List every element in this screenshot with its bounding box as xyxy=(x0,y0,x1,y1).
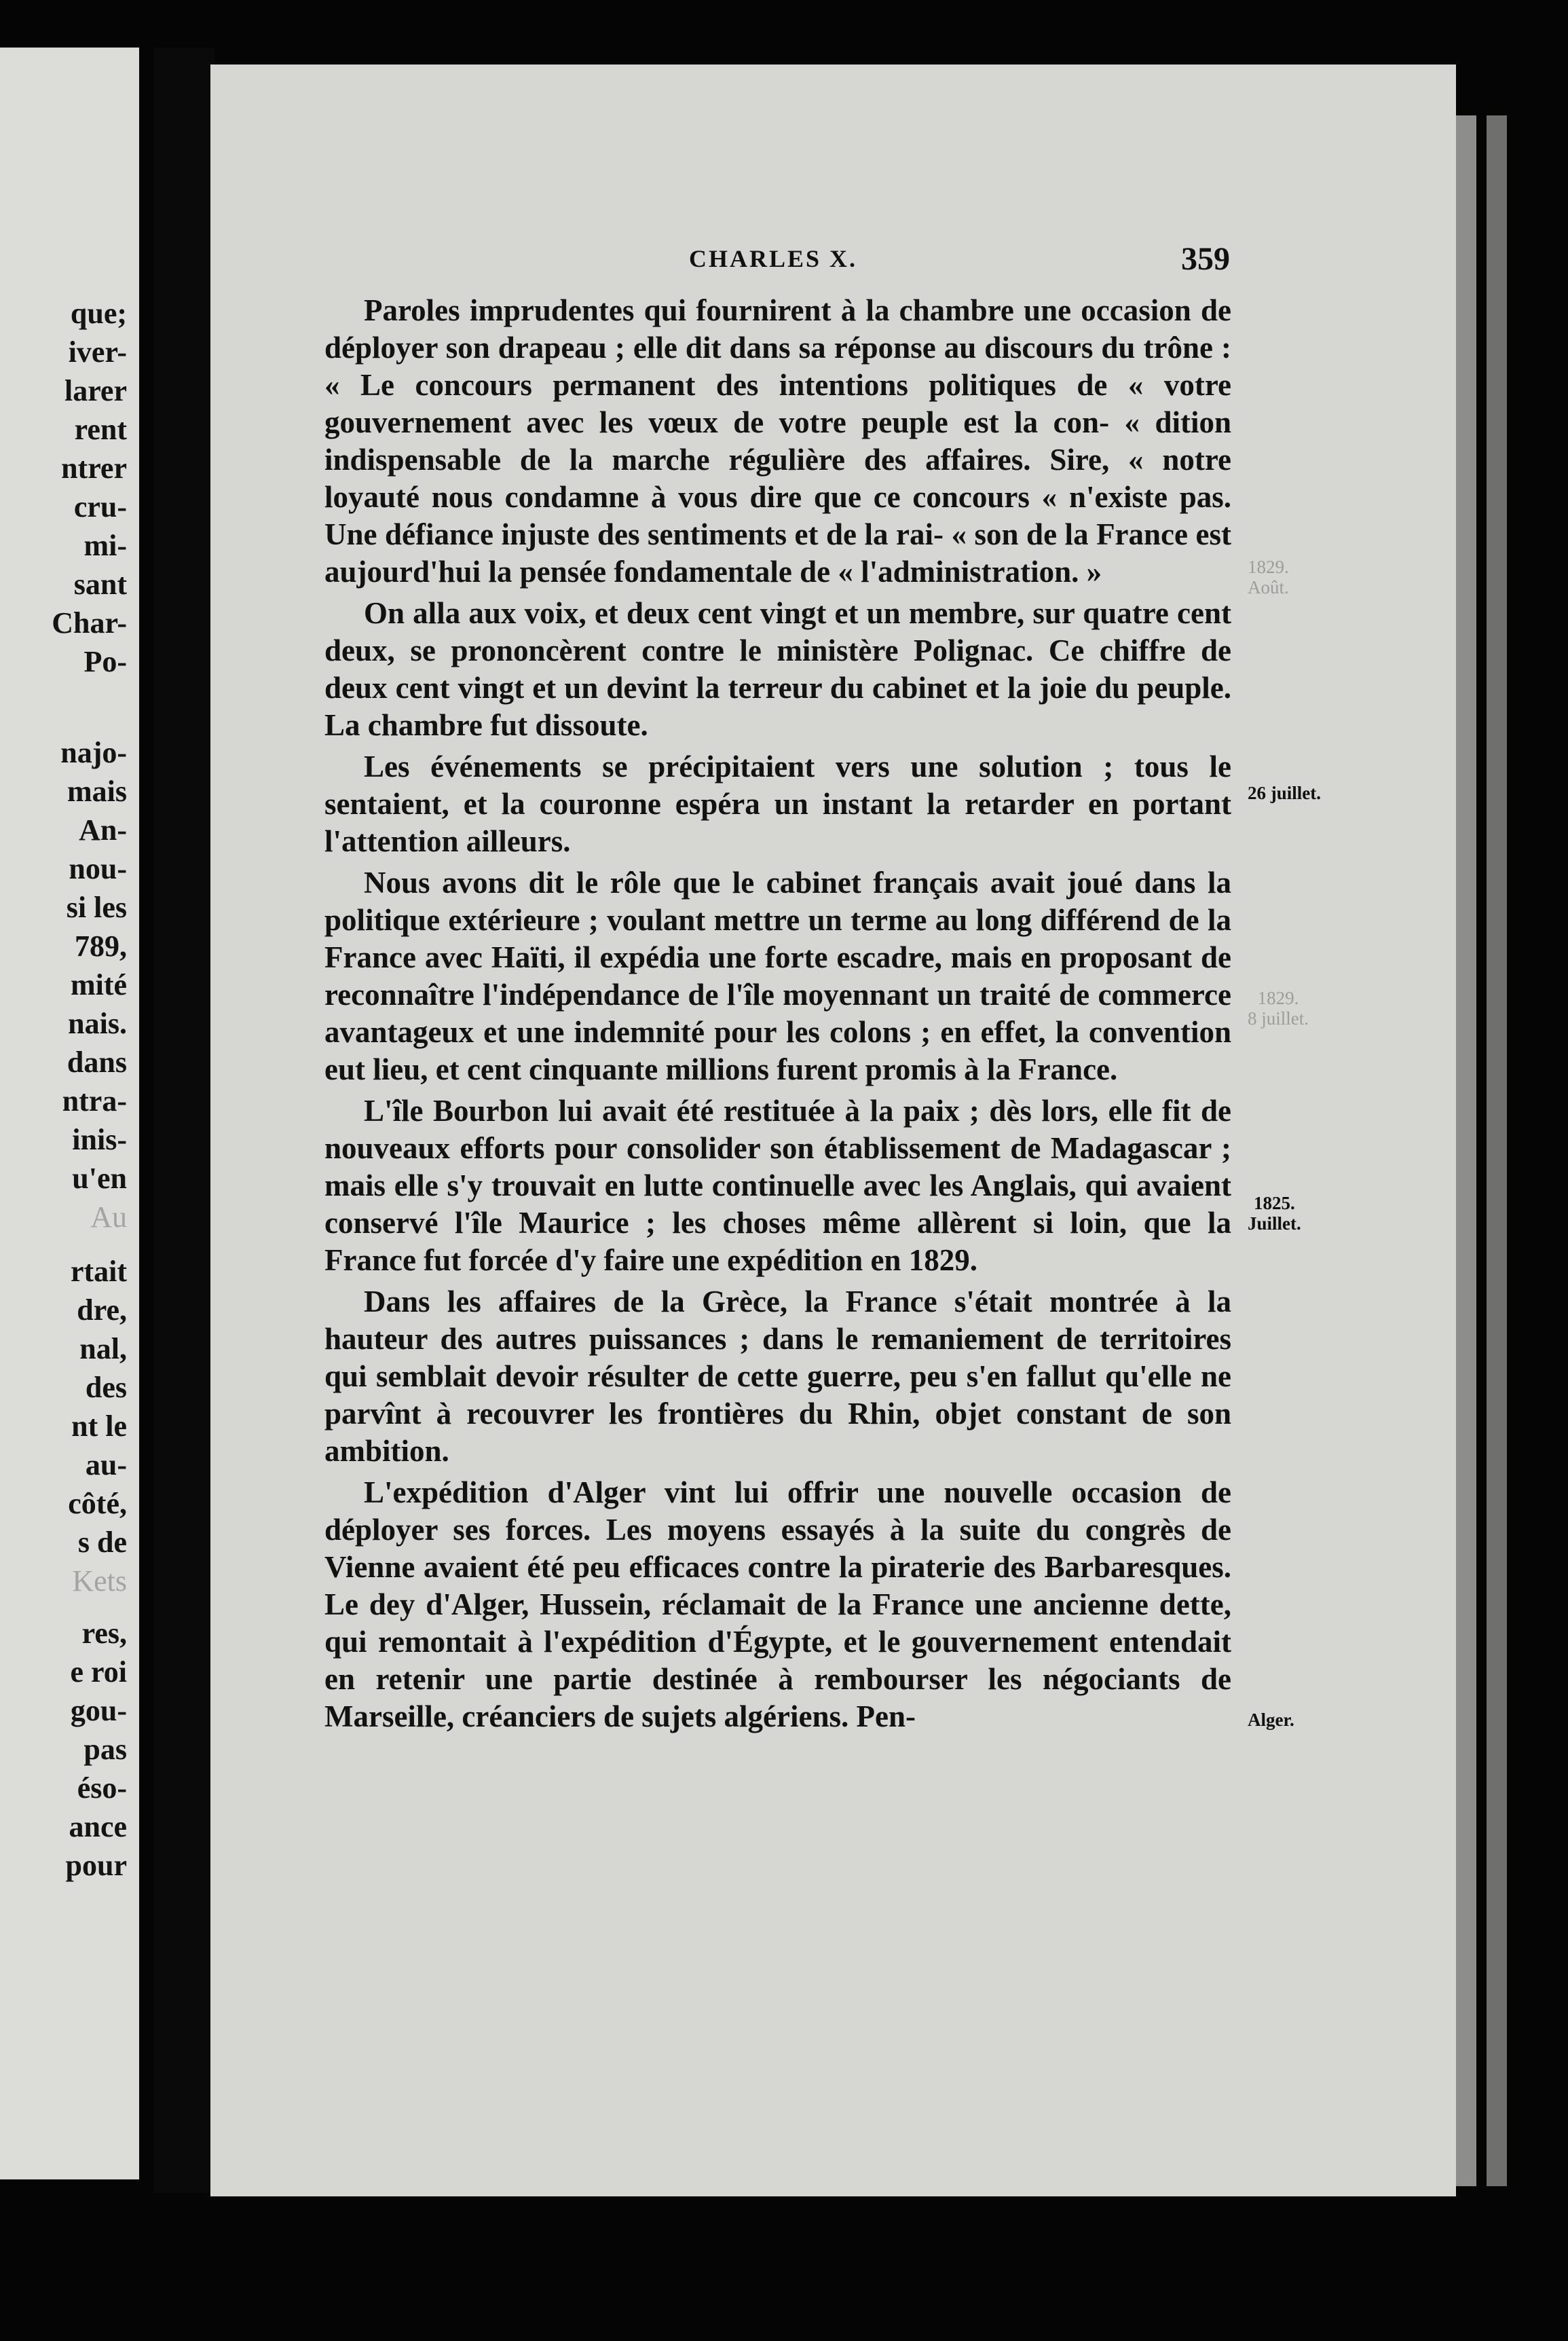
left-page-fragment: An- xyxy=(79,813,127,847)
paragraph: Dans les affaires de la Grèce, la France s'était montrée à la hauteur des autres puissances ; dans le remaniement de territoires qui semblait devoir résulter de cette guerre, peu s'en fallut qu'elle ne parvînt à recouvrer les frontières du Rhin, objet constant de son ambition. xyxy=(324,1285,1231,1468)
left-page-fragment: ntra- xyxy=(62,1084,127,1118)
margin-note: Alger. xyxy=(1248,1710,1294,1730)
paragraph: Paroles imprudentes qui fournirent à la chambre une occasion de déployer son drapeau ; elle dit dans sa réponse au discours du trône : « Le concours permanent des intentions politiques de « votre gouvernement avec les vœux de votre peuple est la con- « dition indispensable de la marche régulière des affaires. Sire, « notre loyauté nous condamne à vous dire que ce concours « n'existe pas. Une défiance injuste des sentiments et de la rai- « son de la France est aujourd'hui la pensée fondamentale de « l'administration. » xyxy=(324,293,1231,589)
margin-note: 1825. Juillet. xyxy=(1248,1193,1301,1234)
left-page-fragment: u'en xyxy=(72,1162,127,1195)
left-page-fragment: res, xyxy=(81,1617,127,1650)
left-page-fragment: dans xyxy=(67,1046,127,1079)
left-page-fragment: que; xyxy=(70,297,127,330)
paragraph: Les événements se précipitaient vers une solution ; tous le sentaient, et la couronne espéra un instant la retarder en portant l'attention ailleurs. xyxy=(324,750,1231,858)
margin-note: 1829. 8 juillet. xyxy=(1248,988,1309,1029)
left-page-fragment: mité xyxy=(70,968,127,1001)
left-page-fragment: Po- xyxy=(83,645,127,678)
left-page-fragment: nais. xyxy=(68,1007,127,1040)
paragraph: On alla aux voix, et deux cent vingt et un membre, sur quatre cent deux, se prononcèrent contre le ministère Polignac. Ce chiffre de deux cent vingt et un devint la terreur du cabinet et la joie du peuple. La chambre fut dissoute. xyxy=(324,596,1231,742)
left-page-fragment: 789, xyxy=(75,929,127,963)
page-edge-stack xyxy=(1456,115,1476,2186)
left-page-fragment: e roi xyxy=(70,1655,127,1689)
margin-note: 1829. Août. xyxy=(1248,557,1289,597)
facing-left-page xyxy=(0,48,139,2179)
left-page-fragment: inis- xyxy=(72,1123,127,1156)
left-page-fragment: gou- xyxy=(70,1694,127,1727)
page-gutter-shadow xyxy=(153,48,214,2193)
page-number: 359 xyxy=(1181,241,1230,277)
left-page-fragment: mais xyxy=(67,775,127,808)
left-page-fragment: mi- xyxy=(83,529,127,562)
left-page-fragment: cru- xyxy=(73,490,127,523)
left-page-fragment: pour xyxy=(65,1849,127,1882)
left-page-fragment: sant xyxy=(73,568,127,601)
body-text xyxy=(324,292,1231,1983)
left-page-fragment: rtait xyxy=(70,1255,127,1288)
left-page-fragment: éso- xyxy=(77,1771,127,1805)
left-page-fragment: Kets xyxy=(72,1564,127,1598)
left-page-fragment: s de xyxy=(77,1526,127,1559)
margin-note: 26 juillet. xyxy=(1248,783,1321,803)
left-page-fragment: rent xyxy=(74,413,127,446)
running-title: CHARLES X. xyxy=(689,245,858,272)
left-page-fragment: au- xyxy=(85,1448,127,1481)
left-page-fragment: Char- xyxy=(52,606,127,640)
left-page-fragment: iver- xyxy=(68,335,127,369)
left-page-fragment: ance xyxy=(69,1810,127,1843)
paragraph: Nous avons dit le rôle que le cabinet français avait joué dans la politique extérieure ; voulant mettre un terme au long différend de la France avec Haïti, il expédia une forte escadre, mais en proposant de reconnaître l'indépendance de l'île moyennant un traité de commerce avantageux et une indemnité pour les colons ; en effet, la convention eut lieu, et cent cinquante millions furent promis à la France. xyxy=(324,866,1231,1086)
page-edge-stack-outer xyxy=(1487,115,1507,2186)
left-page-fragment: si les xyxy=(66,891,127,924)
left-page-fragment: larer xyxy=(64,374,127,407)
left-page-fragment: najo- xyxy=(60,736,127,769)
left-page-fragment: dre, xyxy=(77,1293,127,1327)
left-page-fragment: nt le xyxy=(71,1409,127,1443)
left-page-fragment: des xyxy=(85,1371,127,1404)
paragraph: L'expédition d'Alger vint lui offrir une nouvelle occasion de déployer ses forces. Les moyens essayés à la suite du congrès de Vienne avaient été peu efficaces contre la piraterie des Barbaresques. Le dey d'Alger, Hussein, réclamait de la France une ancienne dette, qui remontait à l'expédition d'Égypte, et le gouvernement entendait en retenir une partie destinée à rembourser les négociants de Marseille, créanciers de sujets algériens. Pen- xyxy=(324,1475,1231,1733)
left-page-fragment: ntrer xyxy=(61,451,127,485)
paragraph: L'île Bourbon lui avait été restituée à la paix ; dès lors, elle fit de nouveaux efforts pour consolider son établissement de Madagascar ; mais elle s'y trouvait en lutte continuelle avec les Anglais, qui avaient conservé l'île Maurice ; les choses même allèrent si loin, que la France fut forcée d'y faire une expédition en 1829. xyxy=(324,1094,1231,1277)
left-page-fragment: pas xyxy=(83,1733,127,1766)
left-page-fragment: Au xyxy=(90,1200,127,1234)
page-header xyxy=(679,241,1235,285)
left-page-fragment: nou- xyxy=(69,852,127,885)
left-page-fragment: côté, xyxy=(68,1487,127,1520)
left-page-fragment: nal, xyxy=(79,1332,127,1365)
